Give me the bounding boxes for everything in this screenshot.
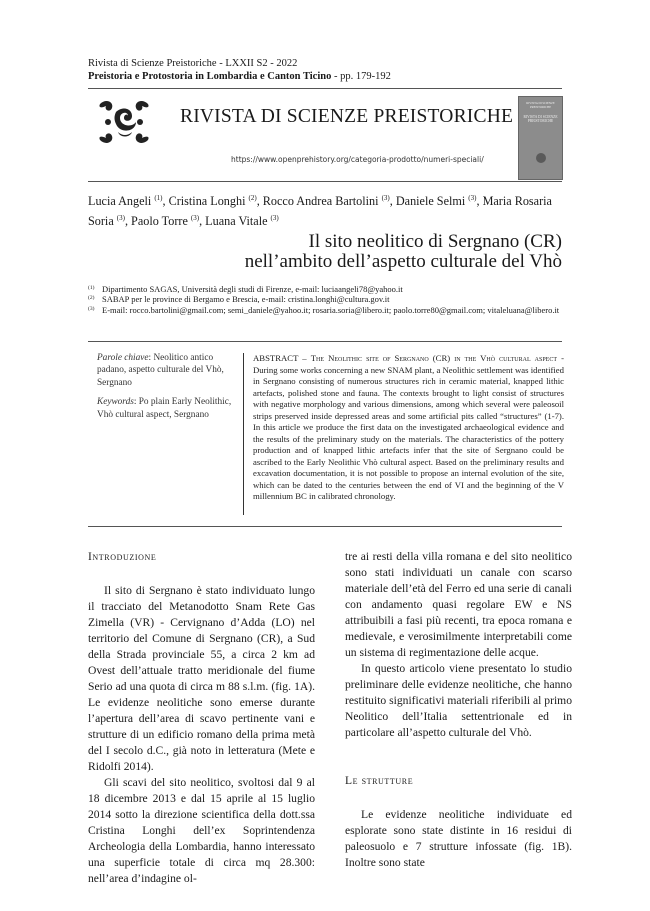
cover-emblem-icon [536, 153, 546, 163]
journal-volume-line: Rivista di Scienze Preistoriche - LXXII S2 - 2022 [88, 58, 298, 69]
author: Cristina Longhi $^{(2)}$, [168, 194, 263, 209]
journal-cover-thumbnail [518, 96, 563, 180]
abstract-rule-top [88, 341, 562, 342]
journal-series-line [88, 70, 391, 83]
paragraph: Le evidenze neolitiche individuate ed esplorate sono state distinte in 16 residui di paleosuolo e 7 strutture infossate (fig. 1B). Inoltre sono state [345, 808, 572, 869]
keywords-italian: Parole chiave: Neolitico antico padano, aspetto culturale del Vhò, Sergnano [97, 353, 224, 388]
keywords-english: Keywords: Po plain Early Neolithic, Vhò cultural aspect, Sergnano [97, 397, 232, 420]
body-column-left [88, 549, 315, 887]
author: Daniele Selmi $^{(3)}$, [395, 194, 483, 209]
affiliation-item: (2) SABAP per le province di Bergamo e Brescia, e-mail: cristina.longhi@cultura.gov.it [88, 294, 390, 305]
affiliations [88, 284, 564, 315]
affiliation-item: (1) Dipartimento SAGAS, Università degli studi di Firenze, e-mail: luciaangeli78@yahoo.it [88, 284, 403, 294]
affiliation-item: (3) E-mail: rocco.bartolini@gmail.com; semi_daniele@yahoo.it; rosaria.soria@libero.it; paolo.torre80@gmail.com; vitaleluana@libero.it [88, 304, 560, 315]
title-line-2: nell’ambito dell’aspetto culturale del Vhò [244, 251, 562, 272]
author-list [88, 190, 568, 230]
abstract-divider [243, 353, 244, 515]
abstract-label: ABSTRACT – [253, 353, 311, 363]
header-rule-top [88, 88, 562, 89]
cover-title: RIVISTA DI SCIENZE PREISTORICHE [523, 115, 558, 123]
author: Luana Vitale $^{(3)}$ [205, 214, 279, 229]
abstract-rule-bottom [88, 526, 562, 527]
series-title: Preistoria e Protostoria in Lombardia e Canton Ticino [88, 71, 332, 82]
body-column-right [345, 549, 572, 871]
cover-top-text: RIVISTA DI SCIENZE PREISTORICHE [526, 101, 555, 109]
section-heading-intro: Introduzione [88, 551, 157, 563]
journal-info [88, 57, 391, 83]
header-rule-bottom [88, 181, 562, 182]
abstract-body: - During some works concerning a new SNAM plant, a Neolithic settlement was identified in Sergnano consisting of numerous structures rich in ceramic material, knapped lithic artefacts, polished stone and fauna. The contexts brought to light consist of structures with negative morphology and various dimensions, among which several were paleosoil strips preserved inside depressed areas and some artificial pits called “structures” (1-7). In this article we produce the first data on the investigated archaeological evidence and the results of the preliminary study on the materials. The characteristics of the pottery production and of knapped lithic artefacts infer that the site of Sergnano could be ascribed to the Early Neolithic Vhò cultural aspect. Based on the preliminary results and excavation documentation, it is not possible to propose an internal evolution of the site, which can be dated to the centuries between the end of VI and the beginning of the V millennium BC in calibrated chronology. [253, 353, 564, 501]
page-range: - pp. 179-192 [331, 71, 391, 82]
author: Paolo Torre $^{(3)}$, [131, 214, 206, 229]
author: Rocco Andrea Bartolini $^{(3)}$, [262, 194, 396, 209]
author: Maria Rosaria Soria $^{(3)}$, [88, 194, 552, 229]
journal-masthead: RIVISTA DI SCIENZE PREISTORICHE [180, 106, 514, 127]
article-title [245, 232, 562, 272]
author: Lucia Angeli $^{(1)}$, [88, 194, 169, 209]
paragraph: In questo articolo viene presentato lo studio preliminare delle evidenze neolitiche, che hanno restituito significativi materiali riferibili al primo Neolitico dell’Italia settentrionale ed in particolare all’aspetto culturale del Vhò. [345, 662, 572, 739]
keywords-block [97, 352, 237, 428]
journal-url[interactable]: https://www.openprehistory.org/categoria-prodotto/numeri-speciali/ [231, 155, 484, 164]
section-heading-strutture: Le strutture [345, 775, 414, 787]
paragraph: Gli scavi del sito neolitico, svoltosi dal 9 al 18 dicembre 2013 e dal 15 aprile al 15 luglio 2014 sotto la direzione scientifica della dott.ssa Cristina Longhi dell’ex Soprintendenza Archeologia della Lombardia, hanno interessato una superficie totale di circa mq 28.300: nell’area d’indagine ol- [88, 776, 315, 885]
paragraph: tre ai resti della villa romana e del sito neolitico sono stati individuati un canale con scarso materiale dell’età del Ferro ed una serie di canali con andamento quasi regolare EW e NS attribuibili a fasi più recenti, tra epoca romana e medievale, e verosimilmente interpretabili come un sistema di regimentazione delle acque. [345, 550, 572, 659]
paragraph: Il sito di Sergnano è stato individuato lungo il tracciato del Metanodotto Snam Rete Gas Zimella (VR) - Cervignano d’Adda (LO) nel territorio del Comune di Sergnano (CR), a Sud della Strada provinciale 55, a circa 2 km ad Ovest dell’attuale tratto meridionale del fiume Serio ad una quota di circa m 88 s.l.m. (fig. 1A). Le evidenze neolitiche sono emerse durante l’apertura dell’area di scavo pertinente vani e strutture di un edificio romano della prima metà del I secolo d.C., già noto in letteratura (Mete e Ridolfi 2014). [88, 584, 315, 773]
title-line-1: Il sito neolitico di Sergnano (CR) [308, 231, 562, 252]
abstract-text [253, 353, 564, 503]
abstract-title: The Neolithic site of Sergnano (CR) in the Vhò cultural aspect [310, 353, 558, 363]
journal-logo-icon [92, 98, 156, 146]
